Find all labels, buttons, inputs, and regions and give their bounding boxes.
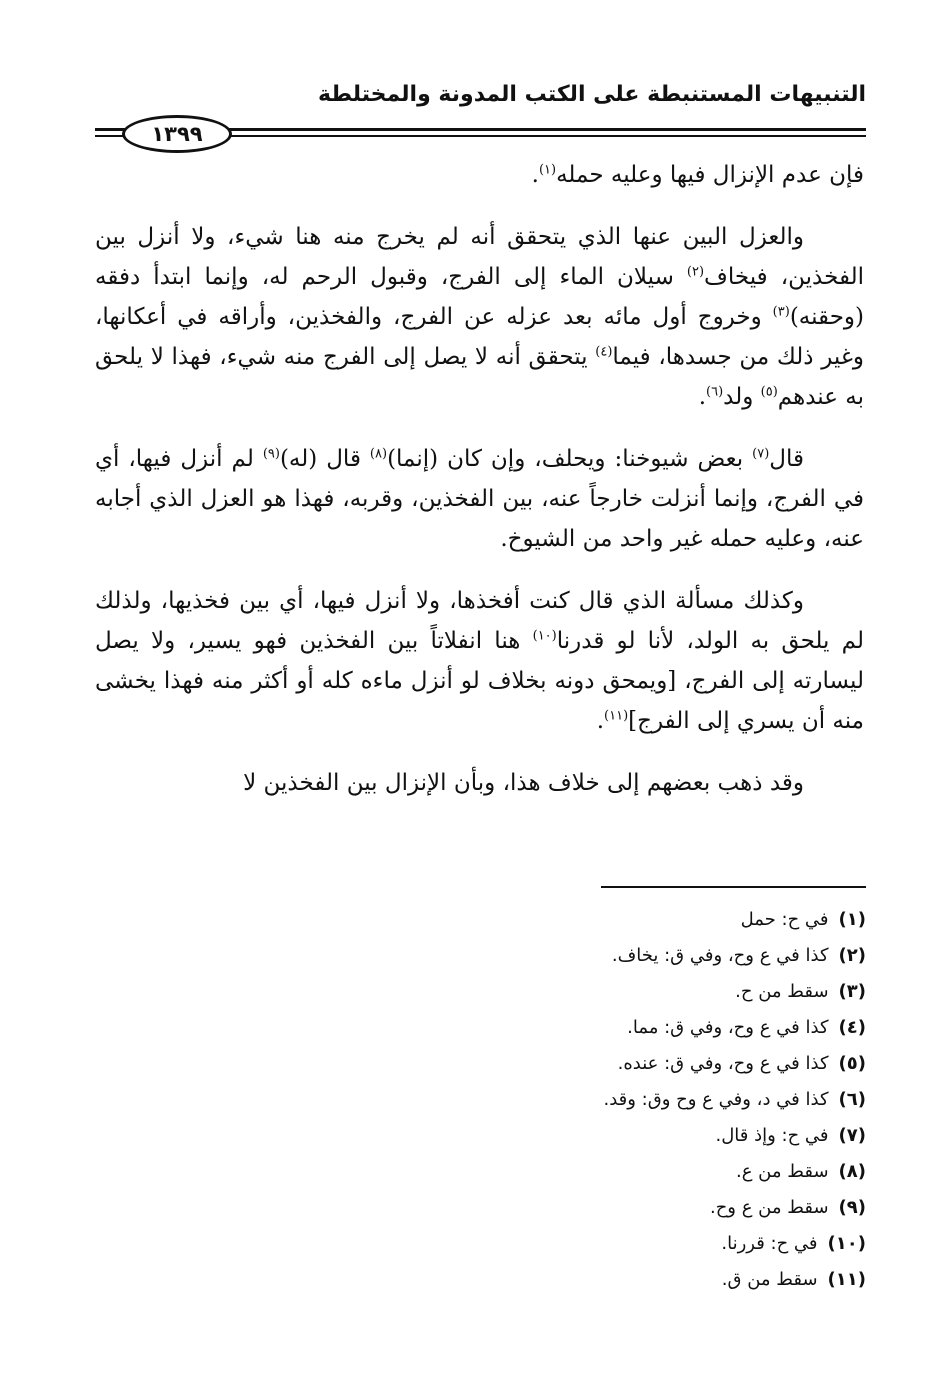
footnote-ref: (١٠): [532, 628, 557, 644]
paragraph-1: [95, 155, 864, 195]
footnote-text: سقط من ح.: [735, 981, 829, 1002]
footnote-number: (١٠): [827, 1233, 866, 1254]
footnote-ref: (٩): [262, 446, 280, 462]
footnote-text: سقط من ق.: [721, 1269, 818, 1290]
footnote: [266, 902, 866, 938]
footnote-number: (٢): [838, 945, 866, 966]
footnote-text: كذا في ع وح، وفي ق: يخاف.: [611, 945, 829, 966]
text-run: .: [596, 708, 605, 734]
footnotes-list: [266, 902, 866, 1298]
footnote-text: في ح: وإذ قال.: [715, 1125, 829, 1146]
footnote-ref: (١١): [604, 708, 629, 724]
footnote-ref: (١): [538, 162, 557, 178]
footnote-number: (٤): [838, 1017, 866, 1038]
footnote-number: (٣): [838, 981, 866, 1002]
footnote-text: سقط من ع وح.: [709, 1197, 829, 1218]
footnote-ref: (٧): [752, 446, 770, 462]
footnote-ref: (٣): [772, 304, 790, 320]
footnote-ref: (٦): [706, 384, 724, 400]
text-run: فإن عدم الإنزال فيها وعليه حمله: [556, 162, 864, 188]
footnote: [266, 974, 866, 1010]
text-run: وكذلك مسألة الذي قال كنت أفخذها، ولا أنزل فيها، أي بين فخذيها، ولذلك لم يلحق به الولد، لأنا لو قدرنا: [95, 588, 864, 654]
text-run: ولد: [723, 384, 761, 410]
text-run: وقد ذهب بعضهم إلى خلاف هذا، وبأن الإنزال بين الفخذين لا: [243, 770, 804, 796]
footnote-text: في ح: قررنا.: [721, 1233, 818, 1254]
text-run: وخروج أول مائه بعد عزله عن الفرج، والفخذين، وأراقه في أعكانها، وغير ذلك من جسدها، فيما: [95, 304, 864, 370]
footnote: [266, 1190, 866, 1226]
text-run: سيلان الماء إلى الفرج، وقبول الرحم له، وإنما ابتدأ دفقه (وحقنه): [95, 264, 864, 330]
footnote-number: (٩): [838, 1197, 866, 1218]
paragraph-2: [95, 217, 864, 417]
footnote-ref: (٢): [686, 264, 705, 280]
page-number: ١٣٩٩: [122, 115, 232, 153]
text-run: هنا انفلاتاً بين الفخذين فهو يسير، ولا يصل ليسارته إلى الفرج، [ويمحق دونه بخلاف لو أنزل ماءه كله أو أكثر منه فهذا يخشى منه أن يسري إلى الفرج]: [95, 628, 864, 734]
main-text: [95, 155, 864, 825]
text-run: لم أنزل فيها، أي في الفرج، وإنما أنزلت خارجاً عنه، بين الفخذين، وقربه، فهذا هو العزل الذي أجابه عنه، وعليه حمله غير واحد من الشيوخ.: [95, 446, 864, 552]
text-run: والعزل البين عنها الذي يتحقق أنه لم يخرج منه هنا شيء، ولا أنزل بين الفخذين، فيخاف: [95, 224, 864, 290]
footnote-number: (١): [838, 909, 866, 930]
footnote: [266, 1046, 866, 1082]
text-run: قال: [769, 446, 804, 472]
footnote-separator: [601, 886, 866, 888]
running-header-title: التنبيهات المستنبطة على الكتب المدونة والمختلطة: [317, 82, 866, 107]
footnote: [266, 1118, 866, 1154]
footnote-ref: (٨): [369, 446, 388, 462]
text-run: بعض شيوخنا: ويحلف، وإن كان (إنما): [387, 446, 753, 472]
footnote-ref: (٥): [760, 384, 778, 400]
footnote: [266, 938, 866, 974]
footnote-text: كذا في ع وح، وفي ق: عنده.: [617, 1053, 829, 1074]
text-run: .: [698, 384, 706, 410]
footnote-number: (٥): [838, 1053, 866, 1074]
footnote: [266, 1226, 866, 1262]
text-run: .: [531, 162, 539, 188]
footnote: [266, 1010, 866, 1046]
paragraph-3: [95, 439, 864, 559]
footnote-number: (١١): [827, 1269, 866, 1290]
footnote-text: سقط من ع.: [736, 1161, 829, 1182]
paragraph-5: [95, 763, 864, 803]
footnote-number: (٧): [838, 1125, 866, 1146]
footnote-number: (٦): [838, 1089, 866, 1110]
footnote: [266, 1082, 866, 1118]
footnote-text: في ح: حمل: [740, 909, 829, 930]
footnote-text: كذا في ع وح، وفي ق: مما.: [627, 1017, 829, 1038]
footnote-text: كذا في د، وفي ع وح وق: وقد.: [603, 1089, 829, 1110]
footnote: [266, 1154, 866, 1190]
text-run: يتحقق أنه لا يصل إلى الفرج منه شيء، فهذا لا يلحق به عندهم: [95, 344, 864, 410]
footnote-ref: (٤): [595, 344, 613, 360]
paragraph-4: [95, 581, 864, 741]
footnote-number: (٨): [838, 1161, 866, 1182]
text-run: قال (له): [279, 446, 370, 472]
footnote: [266, 1262, 866, 1298]
